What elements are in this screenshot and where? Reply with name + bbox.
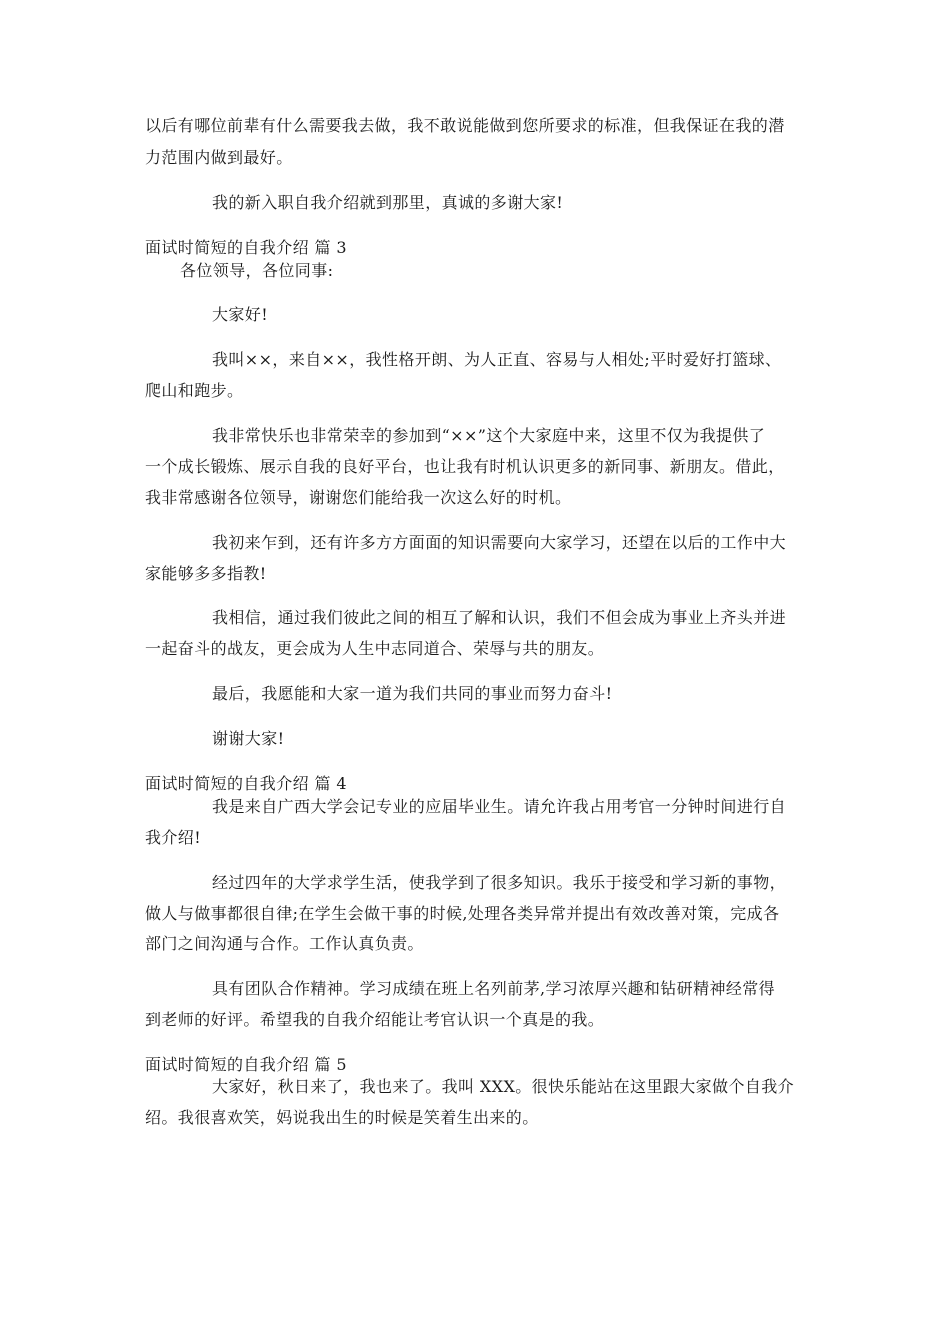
section-heading: 面试时简短的自我介绍 篇 3: [145, 238, 347, 257]
paragraph-line: 做人与做事都很自律;在学生会做干事的时候,处理各类异常并提出有效改善对策，完成各: [145, 904, 780, 923]
paragraph-line: 谢谢大家!: [212, 729, 285, 748]
paragraph-line: 大家好!: [212, 305, 269, 324]
paragraph-line: 我叫××，来自××，我性格开朗、为人正直、容易与人相处;平时爱好打篮球、: [212, 350, 782, 369]
section-heading: 面试时简短的自我介绍 篇 5: [145, 1055, 347, 1074]
paragraph-line: 一个成长锻炼、展示自我的良好平台，也让我有时机认识更多的新同事、新朋友。借此，: [145, 457, 785, 476]
paragraph-line: 爬山和跑步。: [145, 381, 244, 400]
paragraph-line: 部门之间沟通与合作。工作认真负责。: [145, 934, 424, 953]
section-heading: 面试时简短的自我介绍 篇 4: [145, 774, 347, 793]
paragraph-line: 最后，我愿能和大家一道为我们共同的事业而努力奋斗!: [212, 684, 613, 703]
paragraph-line: 具有团队合作精神。学习成绩在班上名列前茅,学习浓厚兴趣和钻研精神经常得: [212, 979, 776, 998]
paragraph-line: 我初来乍到，还有许多方方面面的知识需要向大家学习，还望在以后的工作中大: [212, 533, 787, 552]
paragraph-line: 我是来自广西大学会记专业的应届毕业生。请允许我占用考官一分钟时间进行自: [212, 797, 787, 816]
paragraph-line: 家能够多多指教!: [145, 564, 267, 583]
paragraph-line: 我的新入职自我介绍就到那里，真诚的多谢大家!: [212, 193, 564, 212]
paragraph-line: 我相信，通过我们彼此之间的相互了解和认识，我们不但会成为事业上齐头并进: [212, 608, 787, 627]
paragraph-line: 绍。我很喜欢笑，妈说我出生的时候是笑着生出来的。: [145, 1108, 539, 1127]
paragraph-line: 我非常快乐也非常荣幸的参加到“××”这个大家庭中来，这里不仅为我提供了: [212, 426, 766, 445]
paragraph-line: 我介绍!: [145, 828, 202, 847]
paragraph-line: 一起奋斗的战友，更会成为人生中志同道合、荣辱与共的朋友。: [145, 639, 605, 658]
paragraph-line: 我非常感谢各位领导，谢谢您们能给我一次这么好的时机。: [145, 488, 572, 507]
paragraph-line: 大家好，秋日来了，我也来了。我叫 XXX。很快乐能站在这里跟大家做个自我介: [212, 1077, 795, 1096]
salutation: 各位领导，各位同事:: [180, 261, 334, 280]
paragraph-line: 力范围内做到最好。: [145, 148, 293, 167]
paragraph-line: 经过四年的大学求学生活，使我学到了很多知识。我乐于接受和学习新的事物，: [212, 873, 787, 892]
paragraph-line: 以后有哪位前辈有什么需要我去做，我不敢说能做到您所要求的标准，但我保证在我的潜: [145, 116, 785, 135]
paragraph-line: 到老师的好评。希望我的自我介绍能让考官认识一个真是的我。: [145, 1010, 605, 1029]
